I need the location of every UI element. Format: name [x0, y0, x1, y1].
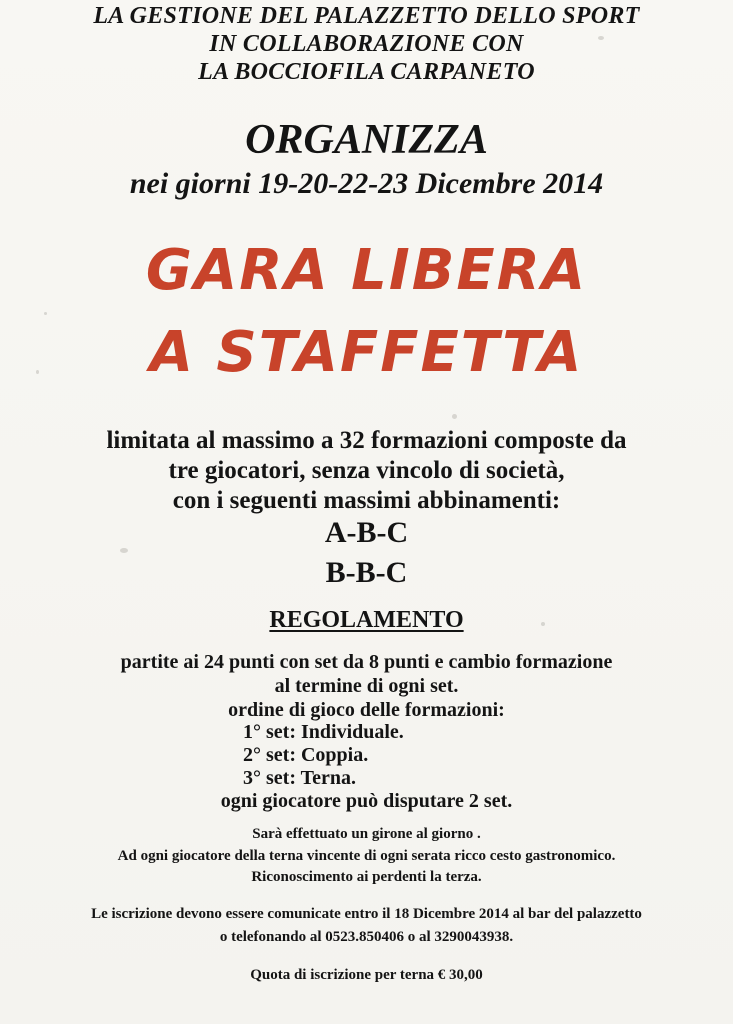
info-line-2: Ad ogni giocatore della terna vincente di ogni serata ricco cesto gastronomico. — [117, 848, 616, 864]
description-line-2: tre giocatori, senza vincolo di società, — [168, 457, 565, 484]
set-3: 3° set: Terna. — [243, 767, 356, 789]
title-line-2: A STAFFETTA — [149, 320, 584, 385]
rules-line-1: partite ai 24 punti con set da 8 punti e cambio formazione — [120, 651, 613, 673]
info-line-3: Riconoscimento ai perdenti la terza. — [251, 869, 482, 885]
registration-fee: Quota di iscrizione per terna € 30,00 — [250, 967, 483, 983]
header-line-3: LA BOCCIOFILA CARPANETO — [198, 59, 535, 85]
rules-line-4: ogni giocatore può disputare 2 set. — [220, 790, 513, 812]
info-line-1: Sarà effettuato un girone al giorno . — [252, 826, 481, 842]
header-line-1: LA GESTIONE DEL PALAZZETTO DELLO SPORT — [93, 3, 640, 29]
description-line-3: con i seguenti massimi abbinamenti: — [172, 487, 561, 514]
rules-line-2: al termine di ogni set. — [274, 675, 459, 697]
set-1: 1° set: Individuale. — [243, 721, 404, 743]
regolamento-title: REGOLAMENTO — [269, 607, 464, 633]
paper-speck — [452, 414, 457, 419]
header-line-2: IN COLLABORAZIONE CON — [209, 31, 524, 57]
registration-line-2: o telefonando al 0523.850406 o al 3290043938. — [219, 929, 514, 945]
combination-2: B-B-C — [325, 556, 408, 589]
registration-line-1: Le iscrizione devono essere comunicate entro il 18 Dicembre 2014 al bar del palazzetto — [91, 906, 642, 922]
title-line-1: GARA LIBERA — [145, 238, 588, 303]
set-2: 2° set: Coppia. — [243, 744, 369, 766]
event-dates: nei giorni 19-20-22-23 Dicembre 2014 — [129, 167, 604, 200]
paper-speck — [44, 312, 47, 315]
combination-1: A-B-C — [324, 516, 409, 549]
description-line-1: limitata al massimo a 32 formazioni composte da — [106, 427, 627, 454]
rules-line-3: ordine di gioco delle formazioni: — [228, 699, 505, 721]
organizza-heading: ORGANIZZA — [245, 117, 488, 163]
